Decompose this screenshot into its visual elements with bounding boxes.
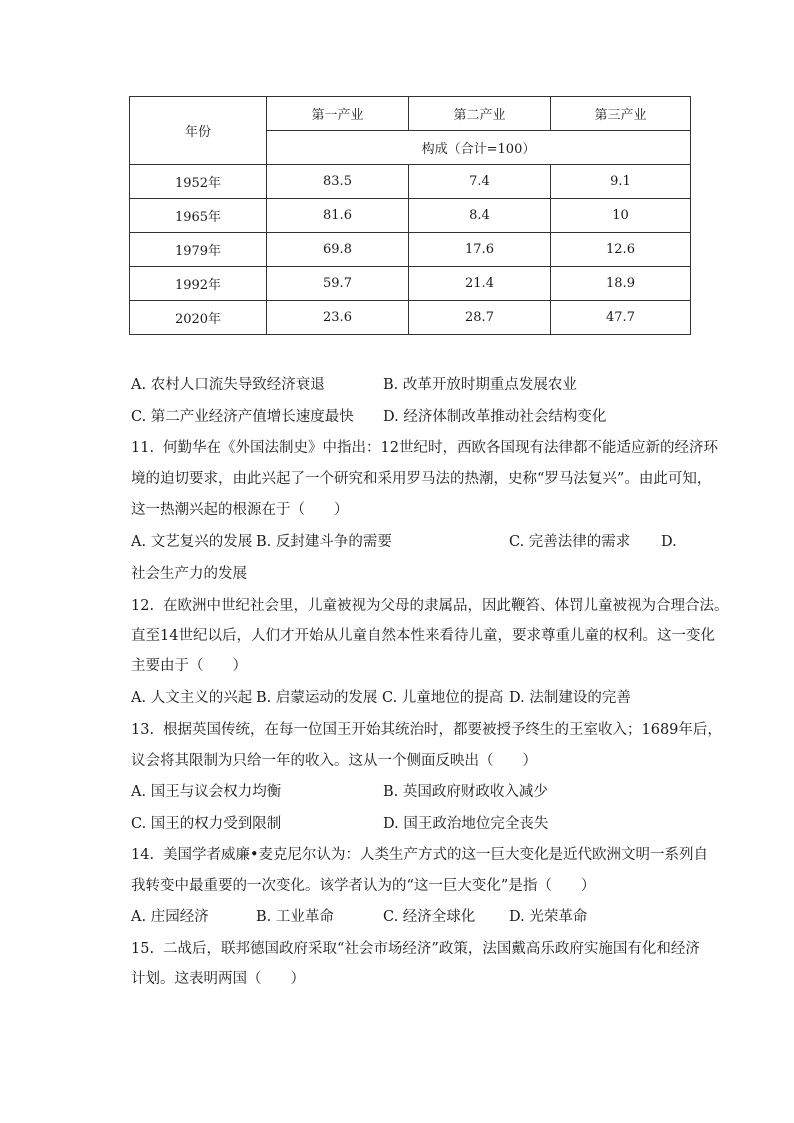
q10-option-a: A. 农村人口流失导致经济衰退 <box>131 377 325 393</box>
year-cell: 1952年 <box>130 165 267 199</box>
table-row <box>130 165 691 199</box>
value-cell: 18.9 <box>551 267 691 301</box>
year-header: 年份 <box>130 97 267 165</box>
q13-option-a: A. 国王与议会权力均衡 <box>131 784 282 800</box>
q12-option-a: A. 人文主义的兴起 <box>131 690 253 706</box>
q11-option-c: C. 完善法律的需求 <box>509 534 631 550</box>
q13-option-d: D. 国王政治地位完全丧失 <box>383 816 549 832</box>
q13-option-c: C. 国王的权力受到限制 <box>131 816 282 832</box>
q14-stem-line1 <box>131 845 708 865</box>
q14-number: 14. <box>131 847 155 863</box>
q15-stem-line2: 计划。这表明两国（ ） <box>131 971 305 987</box>
q15-text: 二战后，联邦德国政府采取“社会市场经济”政策，法国戴高乐政府实施国有化和经济 <box>163 941 700 957</box>
q13-stem-line1 <box>131 720 722 740</box>
q11-stem-line1 <box>131 438 718 458</box>
table-row <box>130 267 691 301</box>
q15-stem-line1 <box>131 939 700 959</box>
q12-option-d: D. 法制建设的完善 <box>509 690 631 706</box>
value-cell: 28.7 <box>409 301 551 335</box>
col-header-secondary: 第二产业 <box>409 97 551 131</box>
q13-text: 根据英国传统，在每一位国王开始其统治时，都要被授予终生的王室收入；1689年后， <box>163 722 722 738</box>
q12-stem-line3: 主要由于（ ） <box>131 658 247 674</box>
q14-option-b: B. 工业革命 <box>256 909 334 925</box>
table-row <box>130 199 691 233</box>
value-cell: 69.8 <box>267 233 409 267</box>
q12-number: 12. <box>131 598 155 614</box>
year-cell: 1965年 <box>130 199 267 233</box>
q11-option-b: B. 反封建斗争的需要 <box>256 534 392 550</box>
q15-number: 15. <box>131 941 155 957</box>
year-cell: 1992年 <box>130 267 267 301</box>
value-cell: 17.6 <box>409 233 551 267</box>
value-cell: 9.1 <box>551 165 691 199</box>
q11-stem-line2: 境的迫切要求，由此兴起了一个研究和采用罗马法的热潮，史称“罗马法复兴”。由此可知， <box>131 471 712 487</box>
q14-option-c: C. 经济全球化 <box>383 909 476 925</box>
table-row <box>130 233 691 267</box>
q12-option-c: C. 儿童地位的提高 <box>382 690 504 706</box>
q12-option-b: B. 启蒙运动的发展 <box>256 690 378 706</box>
q11-option-d-label: D. <box>661 534 677 550</box>
value-cell: 81.6 <box>267 199 409 233</box>
q12-stem-line1 <box>131 596 729 616</box>
col-header-primary: 第一产业 <box>267 97 409 131</box>
table-header-row <box>130 97 691 131</box>
q14-stem-line2: 我转变中最重要的一次变化。该学者认为的“这一巨大变化”是指（ ） <box>131 878 596 894</box>
q11-option-a: A. 文艺复兴的发展 <box>131 534 253 550</box>
year-cell: 2020年 <box>130 301 267 335</box>
value-cell: 83.5 <box>267 165 409 199</box>
q10-option-c: C. 第二产业经济产值增长速度最快 <box>131 409 354 425</box>
q10-option-d: D. 经济体制改革推动社会结构变化 <box>383 409 607 425</box>
table-row <box>130 301 691 335</box>
q14-option-d: D. 光荣革命 <box>509 909 588 925</box>
q11-number: 11. <box>131 440 155 456</box>
value-cell: 10 <box>551 199 691 233</box>
year-cell: 1979年 <box>130 233 267 267</box>
q11-stem-line3: 这一热潮兴起的根源在于（ ） <box>131 502 349 518</box>
value-cell: 7.4 <box>409 165 551 199</box>
q10-option-b: B. 改革开放时期重点发展农业 <box>383 377 577 393</box>
q11-option-d-text: 社会生产力的发展 <box>131 566 247 582</box>
value-cell: 23.6 <box>267 301 409 335</box>
value-cell: 59.7 <box>267 267 409 301</box>
q11-text: 何勤华在《外国法制史》中指出：12世纪时，西欧各国现有法律都不能适应新的经济环 <box>163 440 718 456</box>
value-cell: 8.4 <box>409 199 551 233</box>
q12-stem-line2: 直至14世纪以后，人们才开始从儿童自然本性来看待儿童，要求尊重儿童的权利。这一变化 <box>131 628 715 644</box>
value-cell: 12.6 <box>551 233 691 267</box>
q13-stem-line2: 议会将其限制为只给一年的收入。这从一个侧面反映出（ ） <box>131 753 537 769</box>
value-cell: 47.7 <box>551 301 691 335</box>
q14-option-a: A. 庄园经济 <box>131 909 209 925</box>
industry-composition-table <box>129 96 691 335</box>
q13-number: 13. <box>131 722 155 738</box>
q12-text: 在欧洲中世纪社会里，儿童被视为父母的隶属品，因此鞭笞、体罚儿童被视为合理合法。 <box>163 598 729 614</box>
col-header-tertiary: 第三产业 <box>551 97 691 131</box>
value-cell: 21.4 <box>409 267 551 301</box>
composition-header: 构成（合计=100） <box>267 131 691 165</box>
q13-option-b: B. 英国政府财政收入减少 <box>383 784 548 800</box>
q14-text: 美国学者威廉•麦克尼尔认为：人类生产方式的这一巨大变化是近代欧洲文明一系列自 <box>163 847 709 863</box>
